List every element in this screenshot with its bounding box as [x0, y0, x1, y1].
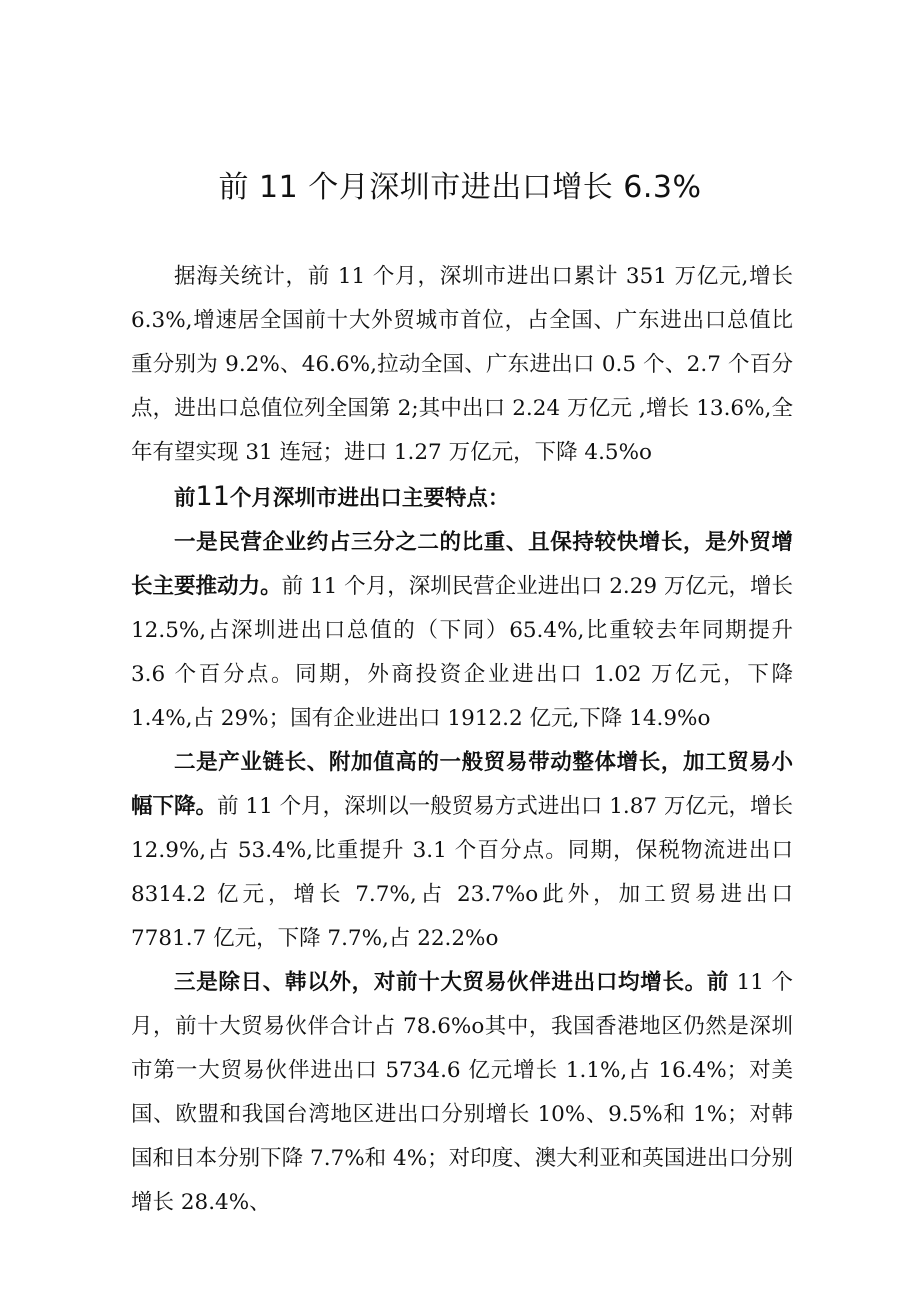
feature-paragraph-1 — [131, 521, 793, 741]
feature-paragraph-3 — [131, 961, 793, 1225]
subheading-suffix: 个月深圳市进出口主要特点： — [229, 486, 510, 511]
feature-lead-1: 一是民营企业约占三分之二的比重、且保持较快增长，是外贸增长主要推动力。 — [131, 530, 793, 599]
feature-body-3: 11 个月，前十大贸易伙伴合计占 78.6%o其中，我国香港地区仍然是深圳市第一大贸易伙伴进出口 5734.6 亿元增长 1.1%,占 16.4%；对美国、欧盟和我国台湾地区进出口分别增长 10%、9.5%和 1%；对韩国和日本分别下降 7.7%和 4%；对印度、澳大利亚和英国进出口分别增长 28.4%、 — [131, 970, 794, 1215]
feature-body-2: 前 11 个月，深圳以一般贸易方式进出口 1.87 万亿元，增长 12.9%,占 53.4%,比重提升 3.1 个百分点。同期，保税物流进出口 8314.2 亿元，增长 7.7%,占 23.7%o此外，加工贸易进出口 7781.7 亿元，下降 7.7%,占 22.2%o — [131, 794, 793, 951]
document-body — [131, 255, 793, 1225]
feature-paragraph-2 — [131, 741, 793, 961]
feature-lead-2: 二是产业链长、附加值高的一般贸易带动整体增长，加工贸易小幅下降。 — [131, 750, 793, 819]
subheading-number: 11 — [195, 481, 230, 512]
subheading-prefix: 前 — [174, 486, 196, 511]
section-subheading — [131, 475, 793, 521]
intro-paragraph: 据海关统计，前 11 个月，深圳市进出口累计 351 万亿元,增长 6.3%,增速居全国前十大外贸城市首位，占全国、广东进出口总值比重分别为 9.2%、46.6%,拉动全国、广东进出口 0.5 个、2.7 个百分点，进出口总值位列全国第 2;其中出口 2.24 万亿元 ,增长 13.6%,全年有望实现 31 连冠；进口 1.27 万亿元，下降 4.5%o — [131, 264, 793, 465]
feature-lead-3: 三是除日、韩以外，对前十大贸易伙伴进出口均增长。前 — [174, 970, 730, 995]
feature-body-1: 前 11 个月，深圳民营企业进出口 2.29 万亿元，增长 12.5%,占深圳进出口总值的（下同）65.4%,比重较去年同期提升 3.6 个百分点。同期，外商投资企业进出口 1.02 万亿元，下降 1.4%,占 29%；国有企业进出口 1912.2 亿元,下降 14.9%o — [131, 574, 793, 731]
page-title: 前 11 个月深圳市进出口增长 6.3% — [218, 170, 702, 205]
